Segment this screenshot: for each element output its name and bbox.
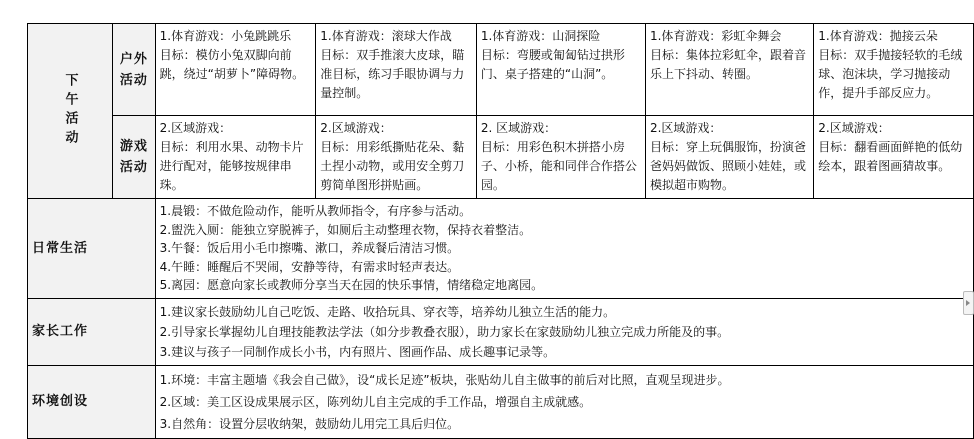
- game-name-2: 2.区域游戏：: [320, 121, 392, 135]
- game-goal-2: 目标：用彩纸撕贴花朵、黏土捏小动物，或用安全剪刀剪简单图形拼贴画。: [320, 140, 465, 192]
- afternoon-section-header: [28, 24, 113, 199]
- daily-item-3: 3.午餐：饭后用小毛巾擦嘴、漱口，养成餐后清洁习惯。: [159, 241, 460, 255]
- outdoor-goal-5: 目标：双手抛接轻软的毛绒球、泡沫块，学习抛接动作，提升手部反应力。: [818, 48, 963, 100]
- outdoor-name-3: 1.体育游戏：山洞探险: [480, 29, 601, 43]
- outdoor-cell-3: [476, 24, 645, 116]
- game-goal-5: 目标：翻看画面鲜艳的低幼绘本，跟着图画猜故事。: [818, 140, 963, 173]
- outdoor-cell-1: [155, 24, 316, 116]
- game-goal-3: 目标：用彩色积木拼搭小房子、小桥，能和同伴合作搭公园。: [480, 140, 637, 192]
- game-name-1: 2.区域游戏：: [159, 121, 232, 135]
- daily-life-header: 日常生活: [28, 199, 156, 299]
- game-goal-4: 目标：穿上玩偶服饰，扮演爸爸妈妈做饭、照顾小娃娃，或模拟超市购物。: [649, 140, 806, 192]
- daily-item-2: 2.盥洗入厕：能独立穿脱裤子，如厕后主动整理衣物，保持衣着整洁。: [159, 222, 532, 237]
- daily-item-1: 1.晨锻：不做危险动作，能听从教师指令，有序参与活动。: [159, 204, 472, 218]
- outdoor-goal-2: 目标：双手推滚大皮球，瞄准目标，练习手眼协调与力量控制。: [320, 48, 465, 100]
- outdoor-cell-2: [316, 24, 477, 116]
- outdoor-cell-4: [645, 24, 813, 116]
- scroll-handle[interactable]: [963, 291, 974, 315]
- family-work-content: [155, 298, 973, 365]
- game-goal-1: 目标：利用水果、动物卡片进行配对，能够按规律串珠。: [159, 140, 304, 192]
- game-cell-5: [814, 116, 974, 199]
- game-name-4: 2.区域游戏：: [649, 121, 722, 135]
- afternoon-label: 下午活动: [62, 73, 78, 149]
- outdoor-cell-5: [814, 24, 974, 116]
- outdoor-name-2: 1.体育游戏：滚球大作战: [320, 29, 452, 43]
- game-activity-header: 游戏活动: [113, 116, 156, 199]
- game-cell-3: [476, 116, 645, 199]
- family-work-header: 家长工作: [28, 298, 156, 365]
- game-cell-4: [645, 116, 813, 199]
- outdoor-goal-3: 目标：弯腰或匍匐钻过拱形门、桌子搭建的“山洞”。: [480, 48, 625, 81]
- environment-item-3: 3.自然角：设置分层收纳架，鼓励幼儿用完工具后归位。: [159, 416, 460, 431]
- game-cell-2: [316, 116, 477, 199]
- environment-item-2: 2.区域：美工区设成果展示区，陈列幼儿自主完成的手工作品，增强自主成就感。: [159, 394, 592, 409]
- family-item-2: 2.引导家长掌握幼儿自理技能教法学法（如分步教叠衣服），助力家长在家鼓励幼儿独立完成力所能及的事。: [159, 324, 730, 339]
- game-name-5: 2.区域游戏：: [818, 121, 890, 135]
- outdoor-name-4: 1.体育游戏：彩虹伞舞会: [649, 29, 782, 43]
- environment-item-1: 1.环境：丰富主题墙《我会自己做》，设“成长足迹”板块，张贴幼儿自主做事的前后对比照，直观呈现进步。: [159, 372, 730, 387]
- outdoor-activity-header: 户外活动: [113, 24, 156, 116]
- game-name-3: 2. 区域游戏：: [480, 121, 557, 135]
- outdoor-name-5: 1.体育游戏：抛接云朵: [818, 29, 938, 43]
- family-item-3: 3.建议与孩子一同制作成长小书，内有照片、图画作品、成长趣事记录等。: [159, 344, 556, 359]
- outdoor-name-1: 1.体育游戏：小兔跳跳乐: [159, 29, 292, 43]
- outdoor-goal-1: 目标：模仿小兔双脚向前跳，绕过“胡萝卜”障碍物。: [159, 48, 305, 81]
- daily-item-4: 4.午睡：睡醒后不哭闹，安静等待，有需求时轻声表达。: [159, 259, 460, 274]
- daily-life-content: [155, 199, 973, 299]
- family-item-1: 1.建议家长鼓励幼儿自己吃饭、走路、收拾玩具、穿衣等，培养幼儿独立生活的能力。: [159, 304, 616, 319]
- environment-content: [155, 365, 973, 438]
- outdoor-goal-4: 目标：集体拉彩虹伞，跟着音乐上下抖动、转圈。: [649, 48, 806, 81]
- weekly-plan-table: [27, 23, 974, 439]
- environment-header: 环境创设: [28, 365, 156, 438]
- daily-item-5: 5.离园：愿意向家长或教师分享当天在园的快乐事情，情绪稳定地离园。: [159, 278, 544, 292]
- game-cell-1: [155, 116, 316, 199]
